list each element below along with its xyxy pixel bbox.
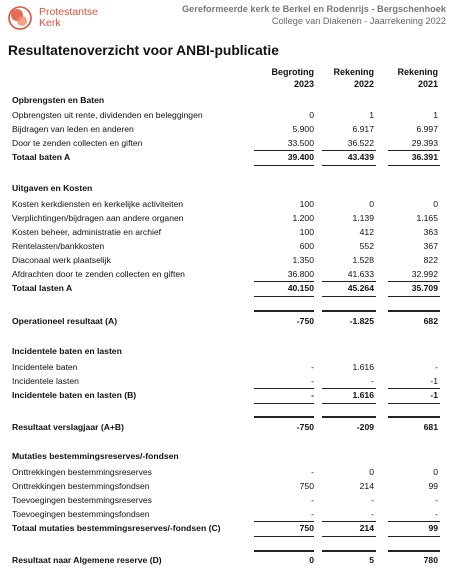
- page-title: Resultatenoverzicht voor ANBI-publicatie: [8, 43, 279, 58]
- rule-line: [254, 521, 314, 522]
- table-row: Diaconaal werk plaatselijk 1.350 1.528 822: [12, 255, 438, 265]
- protestantse-kerk-logo: [7, 4, 127, 34]
- column-header-rekening-2022: Rekening 2022: [333, 67, 374, 89]
- rule-line: [322, 310, 376, 312]
- rule-line: [322, 296, 376, 297]
- table-row: Kosten beheer, administratie en archief 100 412 363: [12, 227, 438, 237]
- rule-line: [254, 403, 314, 404]
- result-row: Operationeel resultaat (A) -750 -1.825 682: [12, 316, 438, 326]
- table-row: Door te zenden collecten en giften 33.500 36.522 29.393: [12, 138, 438, 148]
- rule-line: [254, 416, 314, 418]
- table-row: Kosten kerkdiensten en kerkelijke activiteiten 100 0 0: [12, 199, 438, 209]
- table-row: Onttrekkingen bestemmingsreserves - 0 0: [12, 467, 438, 477]
- rule-line: [388, 550, 440, 552]
- rule-line: [388, 388, 440, 389]
- rule-line: [322, 521, 376, 522]
- section-heading: Incidentele baten en lasten: [12, 346, 122, 356]
- total-row: Incidentele baten en lasten (B) - 1.616 -1: [12, 390, 438, 400]
- rule-line: [322, 150, 376, 151]
- table-row: Onttrekkingen bestemmingsfondsen 750 214 99: [12, 481, 438, 491]
- rule-line: [254, 536, 314, 537]
- logo-text: Protestantse Kerk: [39, 6, 98, 29]
- table-row: Rentelasten/bankkosten 600 552 367: [12, 241, 438, 251]
- result-row: Resultaat naar Algemene reserve (D) 0 5 780: [12, 555, 438, 565]
- total-row: Totaal mutaties bestemmingsreserves/-fondsen (C) 750 214 99: [12, 523, 438, 533]
- rule-line: [322, 536, 376, 537]
- rule-line: [254, 296, 314, 297]
- rule-line: [322, 165, 376, 166]
- rule-line: [254, 550, 314, 552]
- result-row: Resultaat verslagjaar (A+B) -750 -209 681: [12, 422, 438, 432]
- rule-line: [322, 416, 376, 418]
- rule-line: [388, 281, 440, 282]
- rule-line: [322, 388, 376, 389]
- rule-line: [388, 296, 440, 297]
- table-row: Incidentele lasten - - -1: [12, 376, 438, 386]
- table-row: Toevoegingen bestemmingsfondsen - - -: [12, 509, 438, 519]
- table-row: Afdrachten door te zenden collecten en giften 36.800 41.633 32.992: [12, 269, 438, 279]
- rule-line: [254, 310, 314, 312]
- rule-line: [388, 536, 440, 537]
- table-row: Toevoegingen bestemmingsreserves - - -: [12, 495, 438, 505]
- page-header: [0, 0, 453, 40]
- rule-line: [254, 281, 314, 282]
- column-header-begroting-2023: Begroting 2023: [271, 67, 314, 89]
- table-row: Bijdragen van leden en anderen 5.900 6.917 6.997: [12, 124, 438, 134]
- total-row: Totaal baten A 39.400 43.439 36.391: [12, 152, 438, 162]
- rule-line: [322, 403, 376, 404]
- section-heading: Uitgaven en Kosten: [12, 183, 93, 193]
- rule-line: [388, 403, 440, 404]
- section-heading: Mutaties bestemmingsreserves/-fondsen: [12, 451, 179, 461]
- document-heading: [182, 3, 446, 27]
- organization-name: Gereformeerde kerk te Berkel en Rodenrijs - Bergschenhoek: [182, 4, 446, 14]
- section-heading: Opbrengsten en Baten: [12, 95, 105, 105]
- rule-line: [388, 310, 440, 312]
- table-row: Incidentele baten - 1.616 -: [12, 362, 438, 372]
- rule-line: [322, 550, 376, 552]
- rule-line: [388, 165, 440, 166]
- rule-line: [254, 165, 314, 166]
- rule-line: [388, 150, 440, 151]
- rule-line: [254, 388, 314, 389]
- rule-line: [254, 150, 314, 151]
- rule-line: [388, 521, 440, 522]
- rule-line: [322, 281, 376, 282]
- report-subtitle: College van Diakenen - Jaarrekening 2022: [271, 16, 446, 26]
- table-row: Opbrengsten uit rente, dividenden en beleggingen 0 1 1: [12, 110, 438, 120]
- church-logo-icon: [7, 4, 37, 34]
- total-row: Totaal lasten A 40.150 45.264 35.709: [12, 283, 438, 293]
- column-header-rekening-2021: Rekening 2021: [397, 67, 438, 89]
- table-row: Verplichtingen/bijdragen aan andere organen 1.200 1.139 1.165: [12, 213, 438, 223]
- rule-line: [388, 416, 440, 418]
